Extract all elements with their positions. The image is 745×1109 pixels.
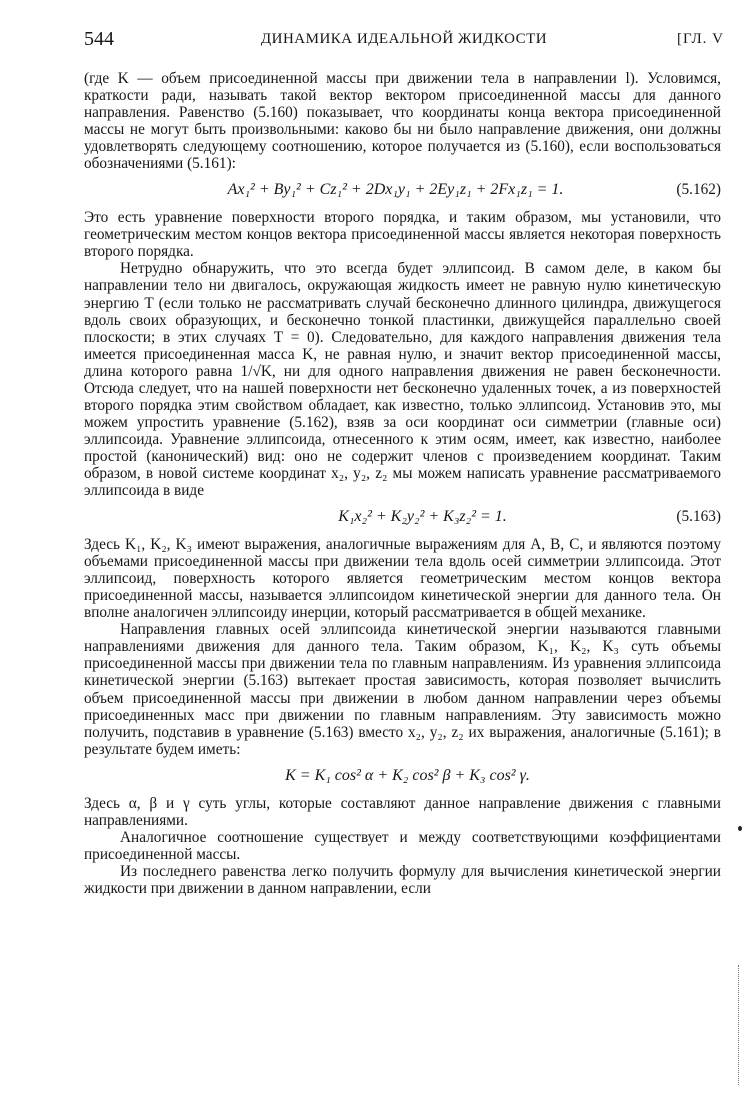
equation-5-163 bbox=[84, 506, 721, 528]
equation-formula: K = K₁ cos² α + K₂ cos² β + K₃ cos² γ. bbox=[285, 766, 530, 784]
paragraph: Направления главных осей эллипсоида кинетической энергии называются главными направлениями движения для данного тела. Таким образом, K₁, K₂, K₃ суть объемы присоединенной массы при движении тела по главным направлениям. Из уравнения эллипсоида кинетической энергии (5.163) вытекает простая зависимость, которая позволяет вычислить объем присоединенной массы при движении в любом данном направлении через объемы присоединенных масс при движении по главным направлениям. Эту зависимость можно получить, подставив в уравнение (5.163) вместо x₂, y₂, z₂ их выражения, аналогичные (5.161); в результате будем иметь: bbox=[84, 621, 721, 758]
equation-formula: Ax₁² + By₁² + Cz₁² + 2Dx₁y₁ + 2Ey₁z₁ + 2Fx₁z₁ = 1. bbox=[227, 181, 564, 199]
equation-formula: K₁x₂² + K₂y₂² + K₃z₂² = 1. bbox=[338, 508, 507, 526]
paragraph: Аналогичное соотношение существует и между соответствующими коэффициентами присоединенной массы. bbox=[84, 828, 721, 863]
paragraph: Это есть уравнение поверхности второго порядка, и таким образом, мы установили, что геометрическим местом концов вектора присоединенной массы является некоторая поверхность второго порядка. bbox=[84, 209, 721, 261]
paragraph: Здесь α, β и γ суть углы, которые составляют данное направление движения с главными направлениями. bbox=[84, 794, 721, 829]
scan-speck bbox=[738, 826, 742, 831]
paragraph: Из последнего равенства легко получить формулу для вычисления кинетической энергии жидкости при движении в данном направлении, если bbox=[84, 862, 721, 897]
paragraph: Нетрудно обнаружить, что это всегда будет эллипсоид. В самом деле, в каком бы направлении тело ни двигалось, окружающая жидкость имеет не равную нулю кинетическую энергию T (если только не рассматривать случай бесконечно длинного цилиндра, движущегося вдоль своих образующих, и бесконечно тонкой пластинки, движущейся параллельно своей плоскости; в этих случаях T = 0). Следовательно, для каждого направления движения тела имеется присоединенная масса K, не равная нулю, и значит вектор присоединенной массы, длина которого равна 1/√K, ни для одного направления движения не равен бесконечности. Отсюда следует, что на нашей поверхности нет бесконечно удаленных точек, а из поверхностей второго порядка этим свойством обладает, как известно, только эллипсоид. Установив это, мы можем упростить уравнение (5.162), взяв за оси координат оси симметрии (главные оси) эллипсоида. Уравнение эллипсоида, отнесенного к этим осям, имеет, как известно, наиболее простой (канонический) вид: оно не содержит членов с произведением координат. Таким образом, в новой системе координат x₂, y₂, z₂ мы можем написать уравнение рассматриваемого эллипсоида в виде bbox=[84, 260, 721, 500]
running-title: ДИНАМИКА ИДЕАЛЬНОЙ ЖИДКОСТИ bbox=[260, 31, 548, 47]
chapter-marker: [ГЛ. V bbox=[676, 31, 724, 47]
scan-edge-artifact bbox=[736, 965, 739, 1085]
equation-5-162 bbox=[84, 179, 721, 201]
paragraph: (где K — объем присоединенной массы при движении тела в направлении l). Условимся, краткости ради, называть такой вектор вектором присоединенной массы для данного направления. Равенство (5.160) показывает, что координаты конца вектора присоединенной массы не могут быть произвольными: каково бы ни было направление движения, они должны удовлетворять следующему соотношению, которое получается из (5.160), если воспользоваться обозначениями (5.161): bbox=[84, 70, 721, 173]
equation-number: (5.162) bbox=[676, 181, 721, 199]
paragraph: Здесь K₁, K₂, K₃ имеют выражения, аналогичные выражениям для A, B, C, и являются поэтому объемами присоединенной массы при движении тела вдоль осей симметрии эллипсоида. Этот эллипсоид, поверхность которого является геометрическим местом концов вектора присоединенной массы, называется эллипсоидом кинетической энергии для данного тела. Он вполне аналогичен эллипсоиду инерции, который рассматривается в общей механике. bbox=[84, 536, 721, 622]
page-number: 544 bbox=[84, 28, 114, 50]
equation-k-cos bbox=[84, 765, 721, 787]
page-header bbox=[84, 28, 724, 54]
equation-number: (5.163) bbox=[676, 508, 721, 526]
page-body bbox=[84, 70, 721, 897]
